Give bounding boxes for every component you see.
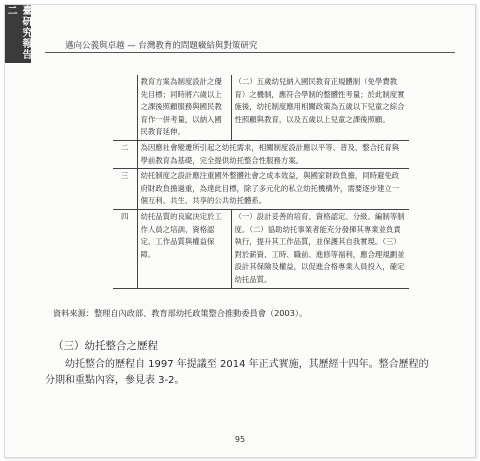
table-cell-measure: （二）五歲幼兒納入國民教育正規體制（免學費教育）之機制，應符合學制的整體性考量；於此制度實施後，幼托制度應用相關政策為五歲以下兒童之綜合性照顧與教育，以及五歲以上兒童之課後照顧。 <box>231 75 409 140</box>
table-source-note: 資料來源：整理自內政部、教育部幼托政策整合推動委員會（2003）。 <box>53 308 308 318</box>
table-row-number: 二 <box>113 140 137 168</box>
table-row <box>113 169 409 210</box>
table-cell-goal: 教育方案為制度設計之優先目標；同時將六歲以上之課後照顧服務與國民教育作一併考量，以納入國民教育延伸。 <box>137 75 231 140</box>
policy-table <box>113 75 409 289</box>
document-page <box>4 4 476 458</box>
table-row <box>113 75 409 140</box>
body-paragraph: 幼托整合的歷程自 1997 年提議至 2014 年正式實施，其歷經十四年。整合歷程的分期和重點內容，參見表 3-2。 <box>45 359 429 386</box>
table-cell-text: 幼托制度之設計應注重國外整體社會之成本效益，與國家財政負擔，同時避免政府財政負擔過重，為達此目標，除了多元化的私立幼托機構外，需要逐步建立一個互利、共生、共享的公共幼托體系。 <box>137 169 409 210</box>
table-row <box>113 209 409 288</box>
table-row-number <box>113 75 137 140</box>
side-tab: 臺研究報告二 <box>5 5 31 63</box>
table-row <box>113 140 409 168</box>
table-row-number: 四 <box>113 209 137 288</box>
table-row-number: 三 <box>113 169 137 210</box>
section-title: （三）幼托整合之歷程 <box>53 340 158 352</box>
header-rule <box>45 52 455 53</box>
table-cell-goal: 幼托品質的良窳決定於工作人員之培訓、資格認定、工作品質與權益保障。 <box>137 209 231 288</box>
page-number: 95 <box>234 435 246 444</box>
running-header: 邁向公義與卓越 — 台灣教育的問題癥結與對策研究 <box>65 41 258 51</box>
table-cell-measure: （一）設計妥善的培育、資格認定、分級、編制等制度。（二）協助幼托事業者能充分發揮其專業並負責執行，提升其工作品質，並保護其自我實現。（三）對於薪資、工時、職前、進修等福利，應合理規劃並設計其保險及權益，以促進合格專業人員投入，確定幼托品質。 <box>231 209 409 288</box>
table-cell-text: 為因應社會變遷所引起之幼托需求，相關制度設計應以平等、普及、整合托育與學前教育為基礎，完全提供幼托整合性服務方案。 <box>137 140 409 168</box>
